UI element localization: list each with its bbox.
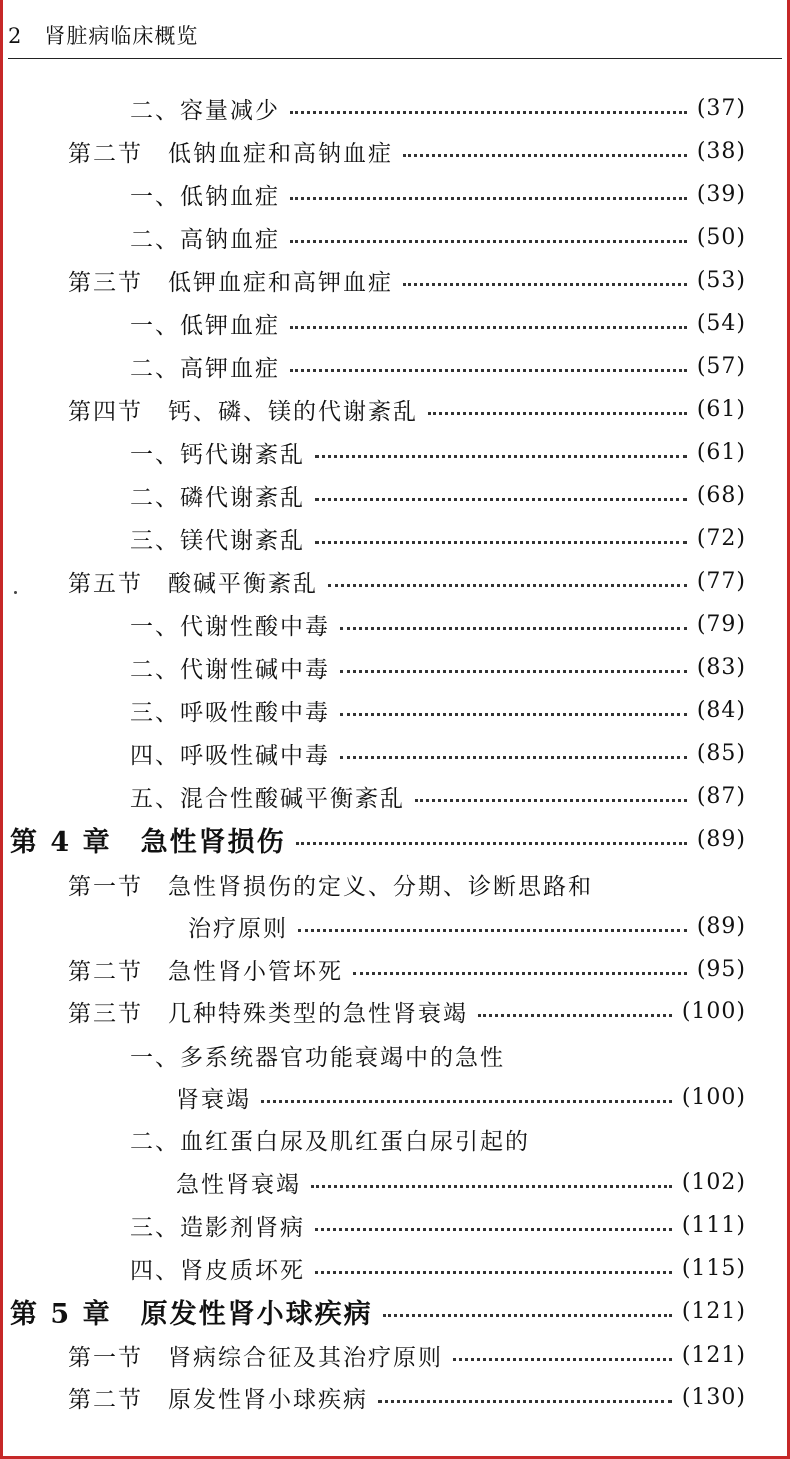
toc-page-number: (89) [696, 826, 746, 852]
dot-leader [428, 412, 687, 415]
toc-page-number: (87) [696, 783, 746, 809]
dot-leader [261, 1100, 672, 1103]
book-title: 肾脏病临床概览 [44, 24, 199, 48]
toc-entry-label: 三、呼吸性酸中毒 [130, 699, 330, 726]
toc-subsection-row [0, 90, 790, 126]
toc-section-row [0, 1379, 790, 1415]
toc-subsection-row [0, 778, 790, 814]
toc-entry-label: 第一节 急性肾损伤的定义、分期、诊断思路和 [68, 873, 593, 900]
toc-entry-label: 三、造影剂肾病 [130, 1214, 305, 1241]
toc-page-number: (68) [696, 482, 746, 508]
header-rule [8, 58, 782, 59]
dot-leader [311, 1185, 672, 1188]
toc-page-number: (102) [681, 1169, 746, 1195]
toc-subsection-row [0, 908, 790, 944]
toc-entry-label: 第三节 几种特殊类型的急性肾衰竭 [68, 1000, 468, 1027]
toc-page-number: (121) [681, 1298, 746, 1324]
toc-entry-label: 一、代谢性酸中毒 [130, 613, 330, 640]
dot-leader [383, 1314, 672, 1317]
toc-page-number: (54) [696, 310, 746, 336]
toc-section-row [0, 391, 790, 427]
toc-entry-label: 第二节 原发性肾小球疾病 [68, 1386, 368, 1413]
toc-entry-label: 二、血红蛋白尿及肌红蛋白尿引起的 [130, 1128, 530, 1155]
toc-subsection-row [0, 1164, 790, 1200]
toc-entry-label: 四、呼吸性碱中毒 [130, 742, 330, 769]
toc-section-row [0, 262, 790, 298]
toc-entry-label: 一、钙代谢紊乱 [130, 441, 305, 468]
toc-page-number: (38) [696, 138, 746, 164]
toc-page-number: (37) [696, 95, 746, 121]
toc-page-number: (89) [696, 913, 746, 939]
toc-entry-label: 第四节 钙、磷、镁的代谢紊乱 [68, 398, 418, 425]
toc-subsection-row [0, 520, 790, 556]
toc-entry-label: 一、低钠血症 [130, 183, 280, 210]
toc-section-row [0, 993, 790, 1029]
toc-chapter-row [0, 1293, 790, 1329]
toc-entry-label: 二、容量减少 [130, 97, 280, 124]
toc-subsection-row [0, 606, 790, 642]
toc-entry-label: 第一节 肾病综合征及其治疗原则 [68, 1344, 443, 1371]
toc-page-number: (79) [696, 611, 746, 637]
dot-leader [315, 541, 687, 544]
toc-entry-label: 一、多系统器官功能衰竭中的急性 [130, 1044, 505, 1071]
dot-leader [340, 627, 687, 630]
toc-page-number: (83) [696, 654, 746, 680]
toc-page-number: (53) [696, 267, 746, 293]
toc-page-number: (95) [696, 956, 746, 982]
toc-entry-label: 一、低钾血症 [130, 312, 280, 339]
toc-page-number: (39) [696, 181, 746, 207]
dot-leader [403, 283, 687, 286]
toc-page-number: (61) [696, 396, 746, 422]
page-number: 2 [8, 24, 23, 48]
toc-entry-label: 二、磷代谢紊乱 [130, 484, 305, 511]
toc-subsection-row [0, 735, 790, 771]
toc-entry-label: 五、混合性酸碱平衡紊乱 [130, 785, 405, 812]
toc-page-number: (121) [681, 1342, 746, 1368]
toc-section-row [0, 133, 790, 169]
dot-leader [315, 455, 687, 458]
dot-leader [296, 842, 687, 845]
running-header [8, 20, 198, 50]
toc-page-number: (130) [681, 1384, 746, 1410]
toc-entry-label: 第二节 急性肾小管坏死 [68, 958, 343, 985]
dot-leader [415, 799, 687, 802]
dot-leader [290, 326, 687, 329]
toc-entry-label: 三、镁代谢紊乱 [130, 527, 305, 554]
toc-page-number: (100) [681, 998, 746, 1024]
toc-page-number: (50) [696, 224, 746, 250]
toc-subsection-row [0, 1207, 790, 1243]
dot-leader [453, 1358, 672, 1361]
toc-page-number: (72) [696, 525, 746, 551]
toc-subsection-row [0, 219, 790, 255]
toc-page-number: (111) [681, 1212, 746, 1238]
toc-subsection-row [0, 692, 790, 728]
toc-entry-label: 急性肾衰竭 [176, 1171, 301, 1198]
toc-entry-label: 治疗原则 [188, 915, 288, 942]
toc-entry-label: 二、高钠血症 [130, 226, 280, 253]
dot-leader [298, 929, 687, 932]
toc-entry-label: 第 5 章 原发性肾小球疾病 [10, 1298, 373, 1330]
toc-entry-label: 第 4 章 急性肾损伤 [10, 826, 286, 858]
dot-leader [315, 1228, 672, 1231]
toc-subsection-row [0, 434, 790, 470]
toc-entry-label: 第二节 低钠血症和高钠血症 [68, 140, 393, 167]
toc-entry-label: 第五节 酸碱平衡紊乱 [68, 570, 318, 597]
toc-page-number: (115) [681, 1255, 746, 1281]
toc-subsection-row [0, 305, 790, 341]
toc-subsection-row [0, 348, 790, 384]
dot-leader [340, 713, 687, 716]
dot-leader [340, 756, 687, 759]
toc-page-number: (57) [696, 353, 746, 379]
toc-entry-label: 二、高钾血症 [130, 355, 280, 382]
dot-leader [290, 197, 687, 200]
toc-section-row [0, 951, 790, 987]
toc-entry-label: 四、肾皮质坏死 [130, 1257, 305, 1284]
dot-leader [353, 972, 687, 975]
toc-section-row [0, 1337, 790, 1373]
toc-subsection-row [0, 176, 790, 212]
toc-chapter-row [0, 821, 790, 857]
toc-entry-label: 二、代谢性碱中毒 [130, 656, 330, 683]
toc-subsection-row [0, 1079, 790, 1115]
dot-leader [403, 154, 687, 157]
dot-leader [340, 670, 687, 673]
toc-entry-label: 肾衰竭 [176, 1086, 251, 1113]
toc-page-number: (100) [681, 1084, 746, 1110]
dot-leader [290, 369, 687, 372]
toc-subsection-row [0, 649, 790, 685]
dot-leader [290, 111, 687, 114]
toc-section-row [0, 866, 790, 902]
toc-section-row [0, 563, 790, 599]
toc-subsection-row [0, 1037, 790, 1073]
dot-leader [378, 1400, 672, 1403]
toc-page-number: (61) [696, 439, 746, 465]
dot-leader [328, 584, 687, 587]
dot-leader [315, 1271, 672, 1274]
toc-entry-label: 第三节 低钾血症和高钾血症 [68, 269, 393, 296]
toc-page-number: (77) [696, 568, 746, 594]
dot-leader [478, 1014, 672, 1017]
toc-subsection-row [0, 477, 790, 513]
toc-page-number: (85) [696, 740, 746, 766]
toc-subsection-row [0, 1250, 790, 1286]
toc-page-number: (84) [696, 697, 746, 723]
dot-leader [315, 498, 687, 501]
dot-leader [290, 240, 687, 243]
toc-subsection-row [0, 1121, 790, 1157]
